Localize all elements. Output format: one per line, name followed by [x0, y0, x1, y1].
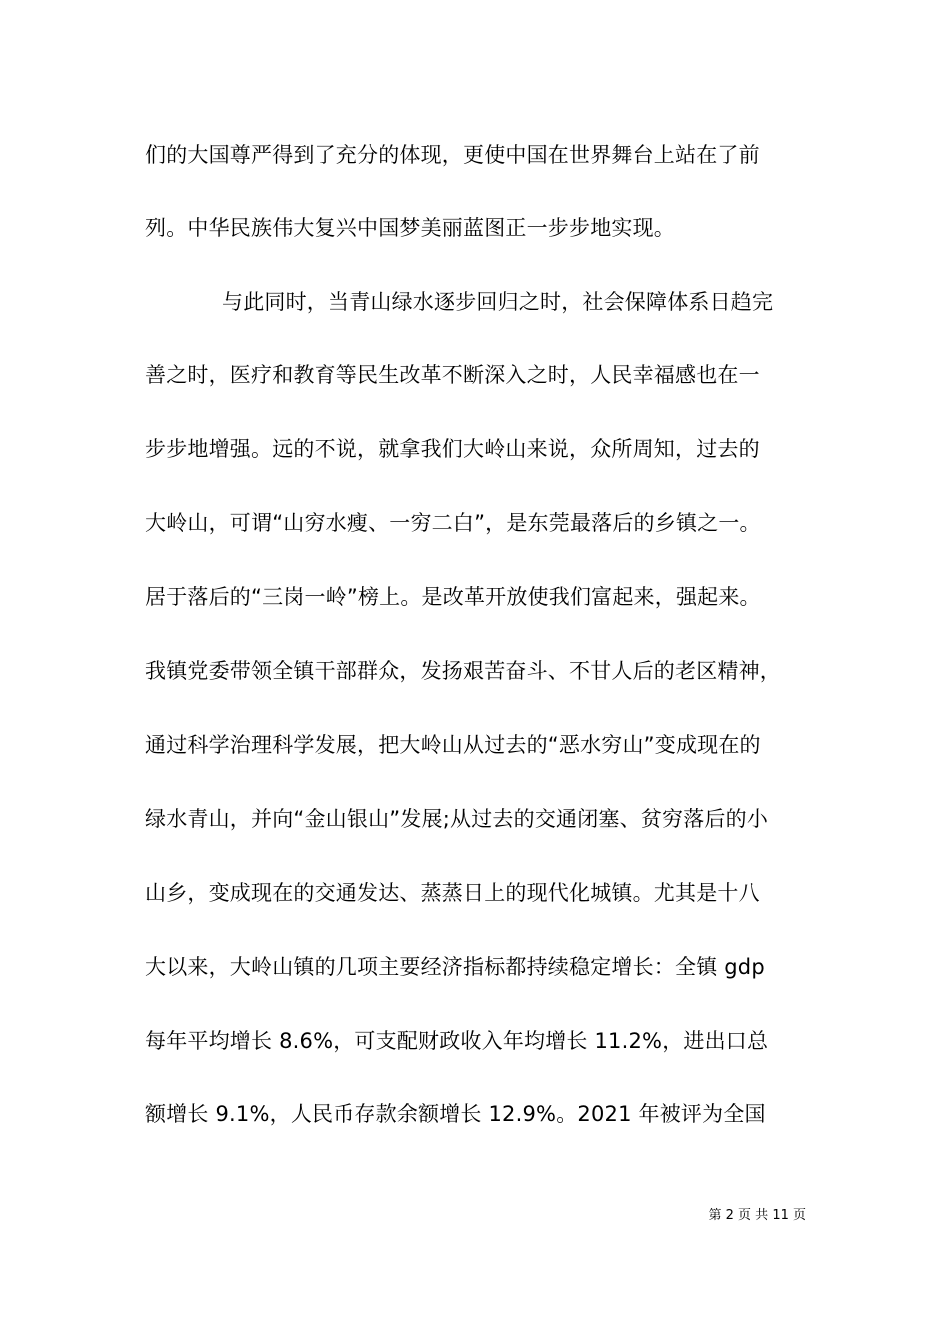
body-text-line: 们的大国尊严得到了充分的体现，更使中国在世界舞台上站在了前 — [145, 143, 760, 167]
page-number-footer: 第 2 页 共 11 页 — [708, 1208, 806, 1223]
body-text-line: 居于落后的“三岗一岭”榜上。是改革开放使我们富起来，强起来。 — [145, 585, 761, 609]
body-text-line: 善之时，医疗和教育等民生改革不断深入之时，人民幸福感也在一 — [145, 363, 760, 387]
body-text-line: 通过科学治理科学发展，把大岭山从过去的“恶水穷山”变成现在的 — [145, 733, 761, 757]
body-text-line: 山乡，变成现在的交通发达、蒸蒸日上的现代化城镇。尤其是十八 — [145, 881, 760, 905]
paragraph-start-line: 与此同时，当青山绿水逐步回归之时，社会保障体系日趋完 — [222, 290, 774, 314]
body-text-line: 每年平均增长 8.6%，可支配财政收入年均增长 11.2%，进出口总 — [145, 1029, 769, 1053]
body-text-line: 步步地增强。远的不说，就拿我们大岭山来说，众所周知，过去的 — [145, 437, 760, 461]
body-text-line: 额增长 9.1%，人民币存款余额增长 12.9%。2021 年被评为全国 — [145, 1102, 766, 1126]
body-text-line: 列。中华民族伟大复兴中国梦美丽蓝图正一步步地实现。 — [145, 216, 675, 240]
body-text-line: 我镇党委带领全镇干部群众，发扬艰苦奋斗、不甘人后的老区精神， — [145, 659, 781, 683]
body-text-line: 大以来，大岭山镇的几项主要经济指标都持续稳定增长：全镇 gdp — [145, 955, 765, 979]
body-text-line: 绿水青山，并向“金山银山”发展;从过去的交通闭塞、贫穷落后的小 — [145, 807, 769, 831]
body-text-line: 大岭山，可谓“山穷水瘦、一穷二白”，是东莞最落后的乡镇之一。 — [145, 511, 761, 535]
